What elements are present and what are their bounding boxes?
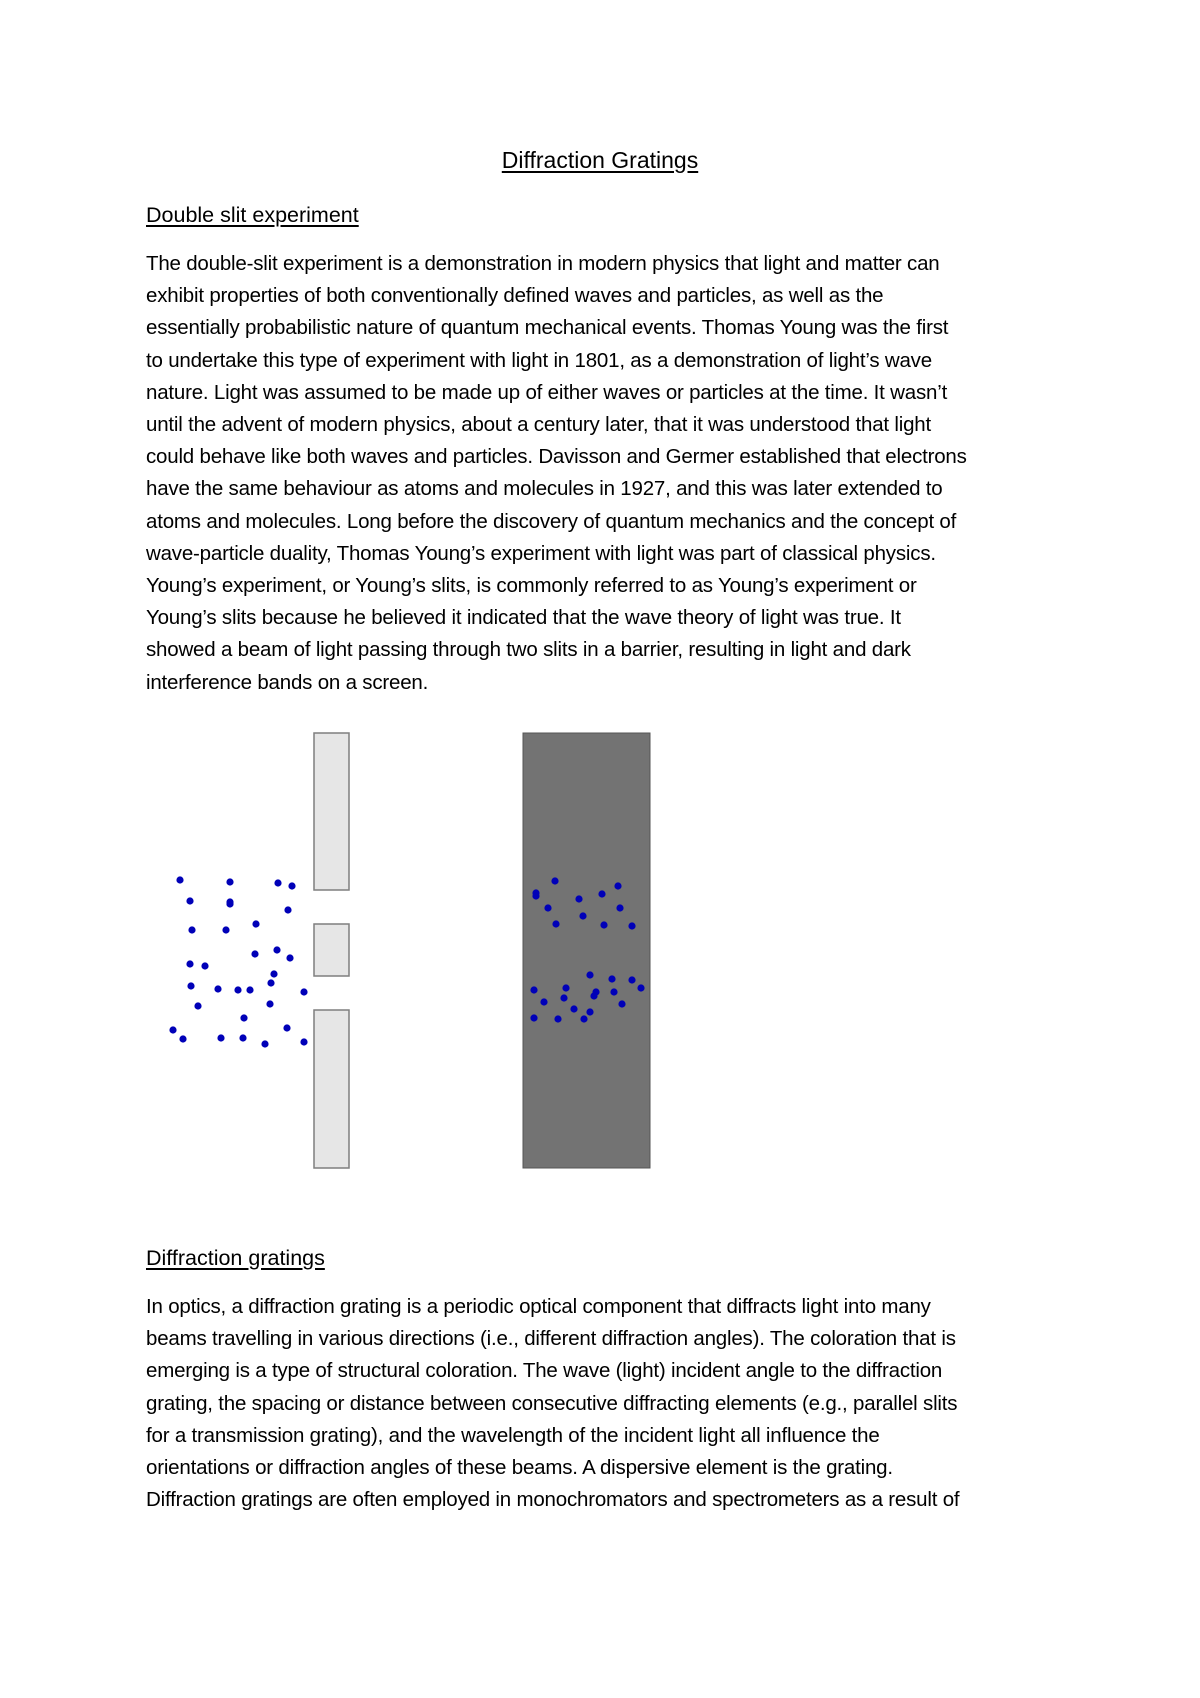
incoming-particle-dot <box>176 876 183 883</box>
paragraph-line: orientations or diffraction angles of these beams. A dispersive element is the grating. <box>146 1456 893 1480</box>
screen-particle-dot <box>575 895 582 902</box>
incoming-particle-dot <box>226 878 233 885</box>
screen-particle-dot <box>586 1008 593 1015</box>
screen-particle-dot <box>590 992 597 999</box>
screen-particle-dot <box>637 984 644 991</box>
screen-particle-dot <box>532 889 539 896</box>
paragraph-line: to undertake this type of experiment with light in 1801, as a demonstration of light’s wave <box>146 348 932 372</box>
section-heading-diffraction-gratings: Diffraction gratings <box>146 1246 325 1270</box>
incoming-particle-dot <box>222 926 229 933</box>
barrier-bottom-segment <box>314 1010 349 1168</box>
screen-particle-dot <box>544 904 551 911</box>
incoming-particle-dot <box>288 882 295 889</box>
screen-particle-dot <box>592 988 599 995</box>
incoming-particle-dot <box>217 1034 224 1041</box>
paragraph-line: beams travelling in various directions (i.e., different diffraction angles). The coloration that is <box>146 1327 956 1351</box>
screen-particle-dot <box>551 877 558 884</box>
screen-particle-dot <box>628 976 635 983</box>
paragraph-line: Diffraction gratings are often employed in monochromators and spectrometers as a result of <box>146 1488 960 1512</box>
incoming-particle-dot <box>300 1038 307 1045</box>
incoming-particle-dot <box>214 985 221 992</box>
incoming-particle-dot <box>267 979 274 986</box>
paragraph-line: Young’s experiment, or Young’s slits, is commonly referred to as Young’s experiment or <box>146 574 917 598</box>
page-title: Diffraction Gratings <box>501 147 699 173</box>
paragraph-line: have the same behaviour as atoms and molecules in 1927, and this was later extended to <box>146 477 943 501</box>
paragraph-line: exhibit properties of both conventionally defined waves and particles, as well as the <box>146 284 884 308</box>
paragraph-diffraction-gratings <box>146 1291 1076 1516</box>
screen-particle-dot <box>530 986 537 993</box>
paragraph-line: until the advent of modern physics, about a century later, that it was understood that light <box>146 413 931 437</box>
interference-pattern-particles <box>530 877 644 1022</box>
incoming-particle-dot <box>194 1002 201 1009</box>
screen-particle-dot <box>580 1015 587 1022</box>
screen-particle-dot <box>598 890 605 897</box>
incoming-particle-dot <box>234 986 241 993</box>
screen-particle-dot <box>608 975 615 982</box>
incoming-particle-dot <box>273 946 280 953</box>
screen-particle-dot <box>618 1000 625 1007</box>
incoming-particle-dot <box>186 960 193 967</box>
barrier <box>314 733 349 1168</box>
incoming-particle-dot <box>201 962 208 969</box>
incoming-particle-dot <box>274 879 281 886</box>
screen-particle-dot <box>614 882 621 889</box>
screen-particle-dot <box>532 892 539 899</box>
section-heading-double-slit: Double slit experiment <box>146 203 359 227</box>
screen-particle-dot <box>616 904 623 911</box>
paragraph-line: atoms and molecules. Long before the discovery of quantum mechanics and the concept of <box>146 509 957 533</box>
screen-particle-dot <box>600 921 607 928</box>
screen-particle-dot <box>628 922 635 929</box>
paragraph-line: essentially probabilistic nature of quantum mechanical events. Thomas Young was the first <box>146 316 949 340</box>
paragraph-line: interference bands on a screen. <box>146 670 429 694</box>
barrier-middle-segment <box>314 924 349 976</box>
screen-particle-dot <box>586 971 593 978</box>
paragraph-line: emerging is a type of structural coloration. The wave (light) incident angle to the diffraction <box>146 1359 943 1383</box>
incoming-particle-dot <box>240 1014 247 1021</box>
paragraph-line: The double-slit experiment is a demonstration in modern physics that light and matter can <box>146 252 940 275</box>
incoming-particle-dot <box>226 898 233 905</box>
incoming-particle-dot <box>300 988 307 995</box>
incoming-particle-dot <box>251 950 258 957</box>
incoming-particle-dot <box>188 926 195 933</box>
screen-particle-dot <box>554 1015 561 1022</box>
screen-particle-dot <box>570 1005 577 1012</box>
incoming-particle-dot <box>266 1000 273 1007</box>
paragraph-double-slit <box>146 248 1076 699</box>
incoming-particle-dot <box>246 986 253 993</box>
barrier-top-segment <box>314 733 349 890</box>
paragraph-line: showed a beam of light passing through two slits in a barrier, resulting in light and dark <box>146 638 911 662</box>
paragraph-line: wave-particle duality, Thomas Young’s experiment with light was part of classical physics. <box>146 541 936 565</box>
screen-particle-dot <box>560 994 567 1001</box>
incoming-particle-dot <box>286 954 293 961</box>
screen-particle-dot <box>610 988 617 995</box>
incoming-particle-dot <box>179 1035 186 1042</box>
paragraph-line: could behave like both waves and particles. Davisson and Germer established that electrons <box>146 445 967 469</box>
incoming-particle-dot <box>169 1026 176 1033</box>
incoming-particle-dot <box>284 906 291 913</box>
detection-screen <box>523 733 650 1168</box>
screen-particle-dot <box>530 1014 537 1021</box>
paragraph-line: In optics, a diffraction grating is a periodic optical component that diffracts light into many <box>146 1295 931 1318</box>
screen-particle-dot <box>552 920 559 927</box>
incoming-particle-dot <box>226 900 233 907</box>
screen-particle-dot <box>579 912 586 919</box>
incoming-particle-dot <box>283 1024 290 1031</box>
incoming-particle-dot <box>186 897 193 904</box>
incoming-particles <box>169 876 307 1047</box>
paragraph-line: Young’s slits because he believed it indicated that the wave theory of light was true. It <box>146 606 901 630</box>
incoming-particle-dot <box>187 982 194 989</box>
screen-particle-dot <box>562 984 569 991</box>
paragraph-line: for a transmission grating), and the wavelength of the incident light all influence the <box>146 1423 880 1447</box>
incoming-particle-dot <box>252 920 259 927</box>
paragraph-line: nature. Light was assumed to be made up of either waves or particles at the time. It wasn’t <box>146 380 948 404</box>
incoming-particle-dot <box>239 1034 246 1041</box>
incoming-particle-dot <box>270 970 277 977</box>
screen-particle-dot <box>540 998 547 1005</box>
paragraph-line: grating, the spacing or distance between consecutive diffracting elements (e.g., parallel slits <box>146 1391 958 1415</box>
incoming-particle-dot <box>261 1040 268 1047</box>
